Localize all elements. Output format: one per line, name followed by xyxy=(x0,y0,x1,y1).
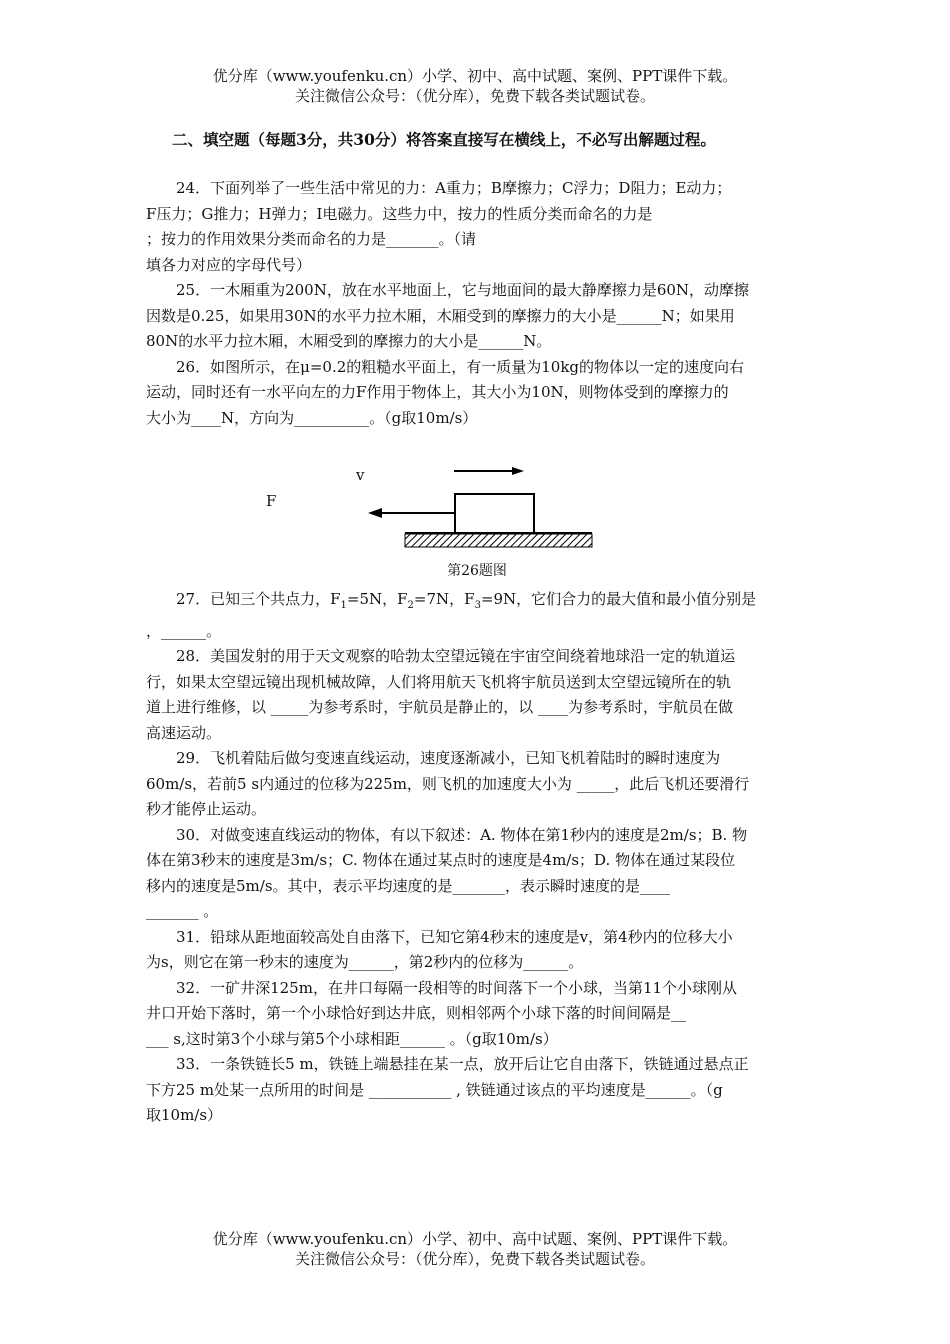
q25-line-3: 80N的水平力拉木厢，木厢受到的摩擦力的大小是______N。 xyxy=(146,332,552,350)
q27-sub-2: 2 xyxy=(407,600,414,611)
question-28 xyxy=(146,644,808,746)
q30-line-2: 体在第3秒末的速度是3m/s；C. 物体在通过某点时的速度是4m/s；D. 物体在通过某段位 xyxy=(146,851,736,869)
q30-line-4: _______ 。 xyxy=(146,902,219,920)
q28-line-2: 行，如果太空望远镜出现机械故障，人们将用航天飞机将宇航员送到太空望远镜所在的轨 xyxy=(146,672,732,691)
force-label: F xyxy=(266,492,277,510)
question-25 xyxy=(146,278,808,355)
block xyxy=(455,494,534,533)
q29-line-3: 秒才能停止运动。 xyxy=(146,800,267,818)
force-arrow-head xyxy=(368,508,382,518)
footer-line-1: 优分库（www.youfenku.cn）小学、初中、高中试题、案例、PPT课件下载。 xyxy=(212,1230,738,1248)
q25-line-2: 因数是0.25，如果用30N的水平力拉木厢，木厢受到的摩擦力的大小是______N；如果用 xyxy=(146,306,735,325)
q27-text-b: =5N，F xyxy=(346,590,408,608)
q28-line-4: 高速运动。 xyxy=(146,723,222,742)
question-32 xyxy=(146,976,808,1053)
q29-line-2: 60m/s，若前5 s内通过的位移为225m，则飞机的加速度大小为 _____，此后飞机还要滑行 xyxy=(146,774,750,793)
q31-line-2: 为s，则它在第一秒末的速度为______，第2秒内的位移为______。 xyxy=(146,953,584,971)
q27-sub-3: 3 xyxy=(474,600,481,611)
question-24 xyxy=(146,176,808,278)
ground-hatch xyxy=(405,534,592,547)
figure-26-diagram xyxy=(146,437,808,555)
q25-line-1: 25．一木厢重为200N，放在水平地面上，它与地面间的最大静摩擦力是60N，动摩擦 xyxy=(176,281,750,299)
q32-line-1: 32．一矿井深125m，在井口每隔一段相等的时间落下一个小球，当第11个小球刚从 xyxy=(176,978,738,997)
q24-line-2: F压力；G推力；H弹力；I电磁力。这些力中，按力的性质分类而命名的力是 xyxy=(146,204,653,223)
q27-text-c: =7N，F xyxy=(413,590,475,608)
page-header xyxy=(0,66,950,106)
q27-text-d: =9N，它们合力的最大值和最小值分别是 xyxy=(480,590,757,608)
q33-line-2: 下方25 m处某一点所用的时间是 ___________ , 铁链通过该点的平均速度是______。（g xyxy=(146,1080,723,1099)
q28-line-1: 28．美国发射的用于天文观察的哈勃太空望远镜在宇宙空间绕着地球沿一定的轨道运 xyxy=(176,647,736,665)
header-line-1: 优分库（www.youfenku.cn）小学、初中、高中试题、案例、PPT课件下载。 xyxy=(212,67,738,85)
q27-line-1 xyxy=(146,587,808,619)
question-26 xyxy=(146,355,808,432)
figure-26 xyxy=(146,437,808,583)
q30-line-1: 30．对做变速直线运动的物体，有以下叙述：A. 物体在第1秒内的速度是2m/s；B. 物 xyxy=(176,825,748,844)
velocity-arrow-head xyxy=(512,467,524,475)
q27-line-2: ，______。 xyxy=(146,621,222,640)
footer-line-2: 关注微信公众号：（优分库），免费下载各类试题试卷。 xyxy=(294,1250,655,1268)
q27-text-a: 27．已知三个共点力，F xyxy=(176,590,341,608)
question-29 xyxy=(146,746,808,823)
figure-26-caption: 第26题图 xyxy=(447,563,507,579)
q26-line-2: 运动，同时还有一水平向左的力F作用于物体上，其大小为10N，则物体受到的摩擦力的 xyxy=(146,383,729,401)
q28-line-3: 道上进行维修，以 _____为参考系时，宇航员是静止的，以 ____为参考系时，宇航员在做 xyxy=(146,698,734,716)
q31-line-1: 31．铅球从距地面较高处自由落下，已知它第4秒末的速度是v，第4秒内的位移大小 xyxy=(176,927,733,946)
q30-line-3: 移内的速度是5m/s。其中，表示平均速度的是_______，表示瞬时速度的是____ xyxy=(146,876,671,895)
question-33 xyxy=(146,1052,808,1129)
question-27 xyxy=(146,587,808,644)
velocity-label: v xyxy=(356,466,365,484)
header-line-2: 关注微信公众号：（优分库），免费下载各类试题试卷。 xyxy=(294,87,655,105)
question-30 xyxy=(146,823,808,925)
question-31 xyxy=(146,925,808,976)
q33-line-3: 取10m/s） xyxy=(146,1106,223,1124)
q24-line-4: 填各力对应的字母代号） xyxy=(146,255,312,274)
q27-sub-1: 1 xyxy=(340,600,347,611)
q26-line-1: 26．如图所示，在μ=0.2的粗糙水平面上，有一质量为10kg的物体以一定的速度向右 xyxy=(176,357,745,376)
q29-line-1: 29．飞机着陆后做匀变速直线运动，速度逐渐减小，已知飞机着陆时的瞬时速度为 xyxy=(176,749,721,767)
q32-line-3: ___ s,这时第3个小球与第5个小球相距______ 。（g取10m/s） xyxy=(146,1029,558,1048)
question-list xyxy=(146,176,808,1129)
q24-line-3: ；按力的作用效果分类而命名的力是_______。（请 xyxy=(146,230,477,248)
q32-line-2: 井口开始下落时，第一个小球恰好到达井底，则相邻两个小球下落的时间间隔是__ xyxy=(146,1004,687,1022)
q24-line-1: 24．下面列举了一些生活中常见的力：A重力；B摩擦力；C浮力；D阻力；E动力； xyxy=(176,179,732,197)
q33-line-1: 33．一条铁链长5 m，铁链上端悬挂在某一点，放开后让它自由落下，铁链通过悬点正 xyxy=(176,1055,749,1073)
q26-line-3: 大小为____N，方向为__________。（g取10m/s） xyxy=(146,408,478,427)
section-title: 二、填空题（每题3分，共30分）将答案直接写在横线上，不必写出解题过程。 xyxy=(172,130,716,149)
page-footer xyxy=(0,1229,950,1269)
